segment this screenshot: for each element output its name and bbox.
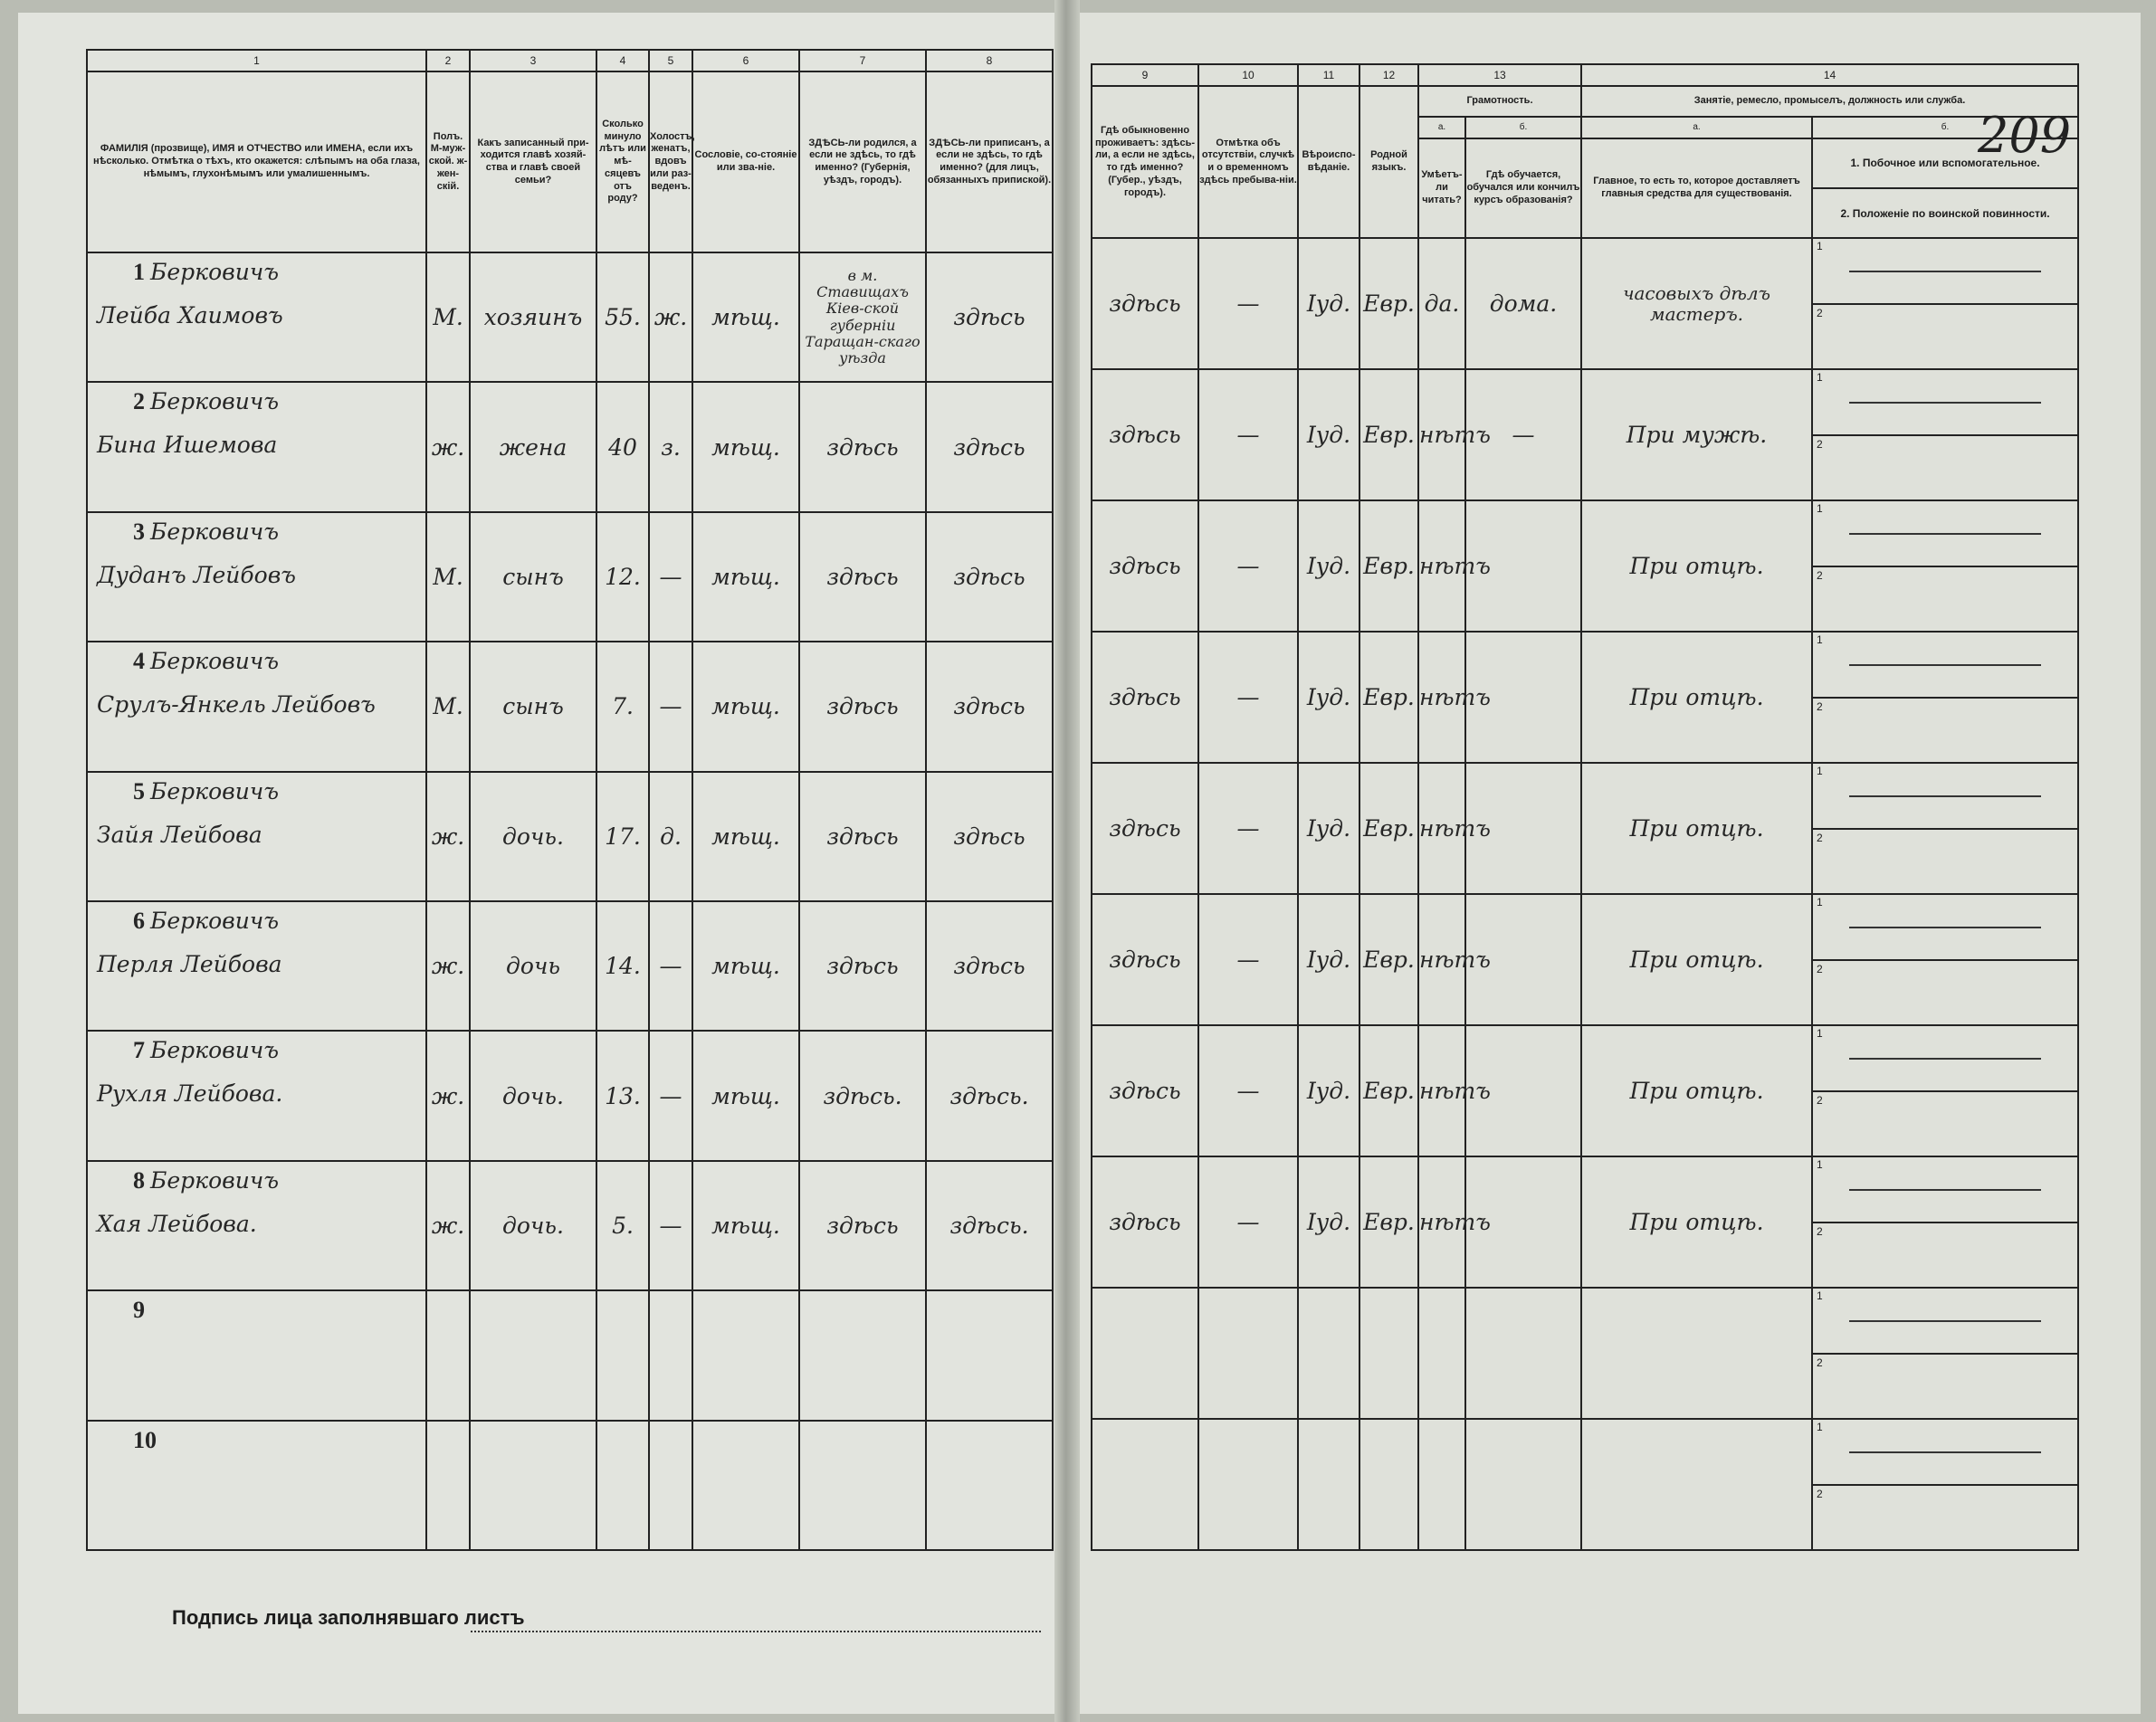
person-row: [1092, 632, 2078, 763]
header-estate: Сословіе, со-стояніе или зва-ніе.: [692, 71, 799, 252]
absence-cell: —: [1198, 1025, 1298, 1156]
sub-row-2-label: 2: [1817, 1487, 1823, 1500]
absence-cell: —: [1198, 763, 1298, 894]
sub-row-1-label: 1: [1817, 371, 1823, 384]
residence-cell: здѣсь: [1092, 1156, 1198, 1288]
person-row: [1092, 1288, 2078, 1419]
col-4-number: 4: [596, 50, 649, 71]
name-cell: [87, 382, 426, 511]
relation-cell: [470, 1290, 596, 1420]
relation-cell: дочь.: [470, 1161, 596, 1290]
occupation-cell: [1581, 1288, 1812, 1419]
col-14-number: 14: [1581, 64, 2078, 86]
person-row: [87, 382, 1053, 511]
marital-cell: д.: [649, 772, 692, 901]
given-name: Хая Лейбова.: [97, 1210, 257, 1237]
name-cell: [87, 512, 426, 642]
religion-cell: Іуд.: [1298, 369, 1359, 500]
surname: Берковичъ: [150, 648, 280, 675]
literate-cell: да.: [1418, 238, 1465, 369]
row-number: 4: [133, 648, 145, 675]
col-1-number: 1: [87, 50, 426, 71]
absence-cell: [1198, 1288, 1298, 1419]
registered-cell: [926, 1290, 1053, 1420]
col-10-number: 10: [1198, 64, 1298, 86]
occupation-cell: часовыхъ дѣлъ мастеръ.: [1581, 238, 1812, 369]
education-cell: —: [1465, 369, 1581, 500]
absence-cell: —: [1198, 369, 1298, 500]
person-row: [87, 1161, 1053, 1290]
blank-dash: [1849, 795, 2041, 797]
row-number: 7: [133, 1037, 145, 1064]
language-cell: Евр.: [1359, 894, 1418, 1025]
sub-row-1-label: 1: [1817, 1289, 1823, 1302]
sub-row-2-label: 2: [1817, 831, 1823, 844]
page-number: 209: [1978, 107, 2072, 164]
surname: Берковичъ: [150, 1037, 280, 1064]
person-row: [87, 901, 1053, 1031]
sub-row-1-label: 1: [1817, 896, 1823, 909]
col-12-number: 12: [1359, 64, 1418, 86]
estate-cell: мѣщ.: [692, 382, 799, 511]
sex-cell: М.: [426, 252, 470, 382]
marital-cell: [649, 1290, 692, 1420]
occupation-cell: При отцѣ.: [1581, 1025, 1812, 1156]
blank-dash: [1849, 927, 2041, 928]
secondary-occupation-cell: [1812, 500, 2078, 632]
book-gutter: [1054, 0, 1080, 1722]
birthplace-cell: [799, 1290, 926, 1420]
header-marital: Холостъ, женатъ, вдовъ или раз-веденъ.: [649, 71, 692, 252]
sub-row-1-label: 1: [1817, 1027, 1823, 1040]
religion-cell: Іуд.: [1298, 763, 1359, 894]
header-birthplace: ЗДѢСЬ-ли родился, а если не здѣсь, то гдѣ именно? (Губернія, уѣздъ, городъ).: [799, 71, 926, 252]
row-number: 8: [133, 1166, 145, 1194]
col-8-number: 8: [926, 50, 1053, 71]
registered-cell: здѣсь: [926, 642, 1053, 771]
absence-cell: —: [1198, 238, 1298, 369]
relation-cell: хозяинъ: [470, 252, 596, 382]
birthplace-cell: здѣсь: [799, 382, 926, 511]
person-row: [1092, 369, 2078, 500]
sub-row-2-label: 2: [1817, 568, 1823, 582]
secondary-occupation-cell: [1812, 763, 2078, 894]
surname: Берковичъ: [150, 777, 280, 804]
literate-cell: [1418, 1288, 1465, 1419]
person-row: [87, 1290, 1053, 1420]
header-literacy-a: а.: [1418, 117, 1465, 138]
header-secondary-1: 1. Побочное или вспомогательное.: [1813, 138, 2077, 189]
header-residence: Гдѣ обыкновенно проживаетъ: здѣсь-ли, а если не здѣсь, то гдѣ именно? (Губер., уѣздъ, городъ).: [1092, 86, 1198, 238]
age-cell: 13.: [596, 1031, 649, 1160]
blank-dash: [1849, 1058, 2041, 1060]
person-row: [87, 512, 1053, 642]
relation-cell: жена: [470, 382, 596, 511]
given-name: Зайя Лейбова: [97, 821, 262, 848]
col-13-number: 13: [1418, 64, 1581, 86]
sex-cell: ж.: [426, 1161, 470, 1290]
residence-cell: здѣсь: [1092, 763, 1198, 894]
person-row: [87, 252, 1053, 382]
col-9-number: 9: [1092, 64, 1198, 86]
secondary-occupation-cell: [1812, 894, 2078, 1025]
absence-cell: —: [1198, 894, 1298, 1025]
age-cell: 5.: [596, 1161, 649, 1290]
sex-cell: М.: [426, 642, 470, 771]
birthplace-cell: здѣсь: [799, 512, 926, 642]
secondary-occupation-cell: [1812, 1419, 2078, 1550]
sub-row-1-label: 1: [1817, 502, 1823, 515]
header-main-occupation: Главное, то есть то, которое доставляетъ главныя средства для существованія.: [1581, 138, 1812, 238]
given-name: Дуданъ Лейбовъ: [97, 561, 296, 588]
residence-cell: [1092, 1419, 1198, 1550]
residence-cell: здѣсь: [1092, 1025, 1198, 1156]
blank-dash: [1849, 402, 2041, 404]
sex-cell: М.: [426, 512, 470, 642]
estate-cell: мѣщ.: [692, 1161, 799, 1290]
age-cell: 14.: [596, 901, 649, 1031]
header-occupation-group: Занятіе, ремесло, промыселъ, должность или служба.: [1581, 86, 2078, 117]
birthplace-cell: здѣсь: [799, 901, 926, 1031]
absence-cell: —: [1198, 500, 1298, 632]
language-cell: Евр.: [1359, 632, 1418, 763]
estate-cell: мѣщ.: [692, 512, 799, 642]
col-2-number: 2: [426, 50, 470, 71]
registered-cell: здѣсь: [926, 512, 1053, 642]
marital-cell: з.: [649, 382, 692, 511]
header-absence: Отмѣтка объ отсутствіи, случкѣ и о временномъ здѣсь пребыва-ніи.: [1198, 86, 1298, 238]
age-cell: [596, 1421, 649, 1550]
language-cell: Евр.: [1359, 500, 1418, 632]
header-name: ФАМИЛІЯ (прозвище), ИМЯ и ОТЧЕСТВО или ИМЕНА, если ихъ нѣсколько. Отмѣтка о тѣхъ, кто окажется: слѣпымъ на оба глаза, нѣмымъ, глухонѣмымъ или умалишеннымъ.: [87, 71, 426, 252]
registered-cell: здѣсь: [926, 901, 1053, 1031]
name-cell: [87, 1421, 426, 1550]
person-row: [1092, 1419, 2078, 1550]
registered-cell: здѣсь: [926, 252, 1053, 382]
sex-cell: [426, 1421, 470, 1550]
literate-cell: нѣтъ: [1418, 763, 1465, 894]
row-number: 6: [133, 907, 145, 934]
language-cell: Евр.: [1359, 763, 1418, 894]
residence-cell: здѣсь: [1092, 632, 1198, 763]
blank-dash: [1849, 1320, 2041, 1322]
header-registered: ЗДѢСЬ-ли приписанъ, а если не здѣсь, то гдѣ именно? (для лицъ, обязанныхъ припиской).: [926, 71, 1053, 252]
sex-cell: ж.: [426, 1031, 470, 1160]
given-name: Рухля Лейбова.: [97, 1080, 283, 1108]
secondary-occupation-cell: [1812, 1156, 2078, 1288]
literate-cell: [1418, 1419, 1465, 1550]
relation-cell: дочь.: [470, 1031, 596, 1160]
marital-cell: —: [649, 642, 692, 771]
given-name: Лейба Хаимовъ: [97, 302, 283, 328]
religion-cell: Іуд.: [1298, 500, 1359, 632]
row-number: 2: [133, 388, 145, 415]
marital-cell: —: [649, 1031, 692, 1160]
registered-cell: здѣсь.: [926, 1161, 1053, 1290]
name-cell: [87, 901, 426, 1031]
name-cell: [87, 1161, 426, 1290]
sub-row-1-label: 1: [1817, 765, 1823, 777]
col-5-number: 5: [649, 50, 692, 71]
occupation-cell: При отцѣ.: [1581, 894, 1812, 1025]
sex-cell: ж.: [426, 772, 470, 901]
relation-cell: дочь: [470, 901, 596, 1031]
religion-cell: Іуд.: [1298, 894, 1359, 1025]
absence-cell: —: [1198, 632, 1298, 763]
sub-row-1-label: 1: [1817, 240, 1823, 252]
literate-cell: нѣтъ: [1418, 1025, 1465, 1156]
religion-cell: Іуд.: [1298, 238, 1359, 369]
marital-cell: ж.: [649, 252, 692, 382]
estate-cell: мѣщ.: [692, 252, 799, 382]
blank-dash: [1849, 1451, 2041, 1453]
estate-cell: мѣщ.: [692, 772, 799, 901]
blank-dash: [1849, 533, 2041, 535]
header-religion: Вѣроиспо-вѣданіе.: [1298, 86, 1359, 238]
marital-cell: [649, 1421, 692, 1550]
row-number: 9: [133, 1297, 145, 1324]
header-language: Родной языкъ.: [1359, 86, 1418, 238]
surname: Берковичъ: [150, 259, 280, 285]
person-row: [1092, 238, 2078, 369]
blank-dash: [1849, 271, 2041, 272]
estate-cell: мѣщ.: [692, 642, 799, 771]
estate-cell: мѣщ.: [692, 1031, 799, 1160]
residence-cell: здѣсь: [1092, 238, 1198, 369]
occupation-cell: При мужѣ.: [1581, 369, 1812, 500]
header-sex: Полъ. М-муж-ской. ж-жен-скій.: [426, 71, 470, 252]
person-row: [87, 642, 1053, 771]
name-cell: [87, 1031, 426, 1160]
relation-cell: сынъ: [470, 642, 596, 771]
name-cell: [87, 252, 426, 382]
occupation-cell: [1581, 1419, 1812, 1550]
name-cell: [87, 642, 426, 771]
registered-cell: [926, 1421, 1053, 1550]
language-cell: Евр.: [1359, 369, 1418, 500]
language-cell: [1359, 1288, 1418, 1419]
education-cell: [1465, 1419, 1581, 1550]
language-cell: Евр.: [1359, 1156, 1418, 1288]
col-11-number: 11: [1298, 64, 1359, 86]
language-cell: Евр.: [1359, 238, 1418, 369]
header-relation: Какъ записанный при-ходится главѣ хозяй-ства и главѣ своей семьи?: [470, 71, 596, 252]
marital-cell: —: [649, 512, 692, 642]
absence-cell: [1198, 1419, 1298, 1550]
blank-dash: [1849, 664, 2041, 666]
age-cell: 17.: [596, 772, 649, 901]
estate-cell: [692, 1290, 799, 1420]
surname: Берковичъ: [150, 1166, 280, 1194]
estate-cell: [692, 1421, 799, 1550]
literate-cell: нѣтъ: [1418, 632, 1465, 763]
age-cell: 40: [596, 382, 649, 511]
person-row: [87, 772, 1053, 901]
sub-row-2-label: 2: [1817, 1356, 1823, 1369]
blank-dash: [1849, 1189, 2041, 1191]
age-cell: 12.: [596, 512, 649, 642]
estate-cell: мѣщ.: [692, 901, 799, 1031]
col-7-number: 7: [799, 50, 926, 71]
residence-cell: здѣсь: [1092, 500, 1198, 632]
age-cell: [596, 1290, 649, 1420]
person-row: [87, 1421, 1053, 1550]
col-6-number: 6: [692, 50, 799, 71]
registered-cell: здѣсь: [926, 382, 1053, 511]
marital-cell: —: [649, 1161, 692, 1290]
header-literacy-b: б.: [1465, 117, 1581, 138]
religion-cell: Іуд.: [1298, 1025, 1359, 1156]
residence-cell: [1092, 1288, 1198, 1419]
occupation-cell: При отцѣ.: [1581, 500, 1812, 632]
sex-cell: ж.: [426, 382, 470, 511]
row-number: 10: [133, 1426, 157, 1453]
birthplace-cell: здѣсь: [799, 772, 926, 901]
surname: Берковичъ: [150, 907, 280, 934]
sub-row-2-label: 2: [1817, 699, 1823, 713]
literate-cell: нѣтъ: [1418, 1156, 1465, 1288]
age-cell: 55.: [596, 252, 649, 382]
sub-row-2-label: 2: [1817, 962, 1823, 975]
language-cell: [1359, 1419, 1418, 1550]
signature-line: [471, 1631, 1041, 1632]
row-number: 5: [133, 777, 145, 804]
signature-label: Подпись лица заполнявшаго листъ: [172, 1606, 525, 1629]
birthplace-cell: здѣсь: [799, 642, 926, 771]
absence-cell: —: [1198, 1156, 1298, 1288]
religion-cell: Іуд.: [1298, 632, 1359, 763]
relation-cell: [470, 1421, 596, 1550]
sex-cell: [426, 1290, 470, 1420]
literate-cell: нѣтъ: [1418, 894, 1465, 1025]
age-cell: 7.: [596, 642, 649, 771]
secondary-occupation-cell: [1812, 1025, 2078, 1156]
header-can-read: Умѣетъ-ли читать?: [1418, 138, 1465, 238]
header-occupation-a: а.: [1581, 117, 1812, 138]
given-name: Перля Лейбова: [97, 950, 282, 977]
birthplace-cell: здѣсь: [799, 1161, 926, 1290]
sub-row-2-label: 2: [1817, 1093, 1823, 1107]
secondary-occupation-cell: [1812, 1288, 2078, 1419]
row-number: 3: [133, 518, 145, 545]
religion-cell: [1298, 1288, 1359, 1419]
religion-cell: Іуд.: [1298, 1156, 1359, 1288]
birthplace-cell: в м. Ставищахъ Кіев-ской губерніи Таращан-скаго уѣзда: [799, 252, 926, 382]
surname: Берковичъ: [150, 388, 280, 415]
person-row: [1092, 1156, 2078, 1288]
census-table-left: [86, 49, 1054, 1551]
occupation-cell: При отцѣ.: [1581, 1156, 1812, 1288]
education-cell: дома.: [1465, 238, 1581, 369]
education-cell: [1465, 1288, 1581, 1419]
header-military-status: 2. Положеніе по воинской повинности.: [1840, 206, 2050, 220]
registered-cell: здѣсь: [926, 772, 1053, 901]
surname: Берковичъ: [150, 518, 280, 545]
person-row: [87, 1031, 1053, 1160]
secondary-occupation-cell: [1812, 238, 2078, 369]
given-name: Бина Ишемова: [97, 432, 278, 459]
literate-cell: нѣтъ: [1418, 369, 1465, 500]
sub-row-1-label: 1: [1817, 633, 1823, 646]
language-cell: Евр.: [1359, 1025, 1418, 1156]
name-cell: [87, 772, 426, 901]
residence-cell: здѣсь: [1092, 894, 1198, 1025]
relation-cell: дочь.: [470, 772, 596, 901]
registered-cell: здѣсь.: [926, 1031, 1053, 1160]
secondary-occupation-cell: [1812, 369, 2078, 500]
header-occupation-b: б.: [1812, 117, 2078, 138]
sub-row-1-label: 1: [1817, 1421, 1823, 1433]
person-row: [1092, 1025, 2078, 1156]
sub-row-2-label: 2: [1817, 437, 1823, 451]
occupation-cell: При отцѣ.: [1581, 632, 1812, 763]
row-number: 1: [133, 259, 145, 285]
sub-row-2-label: 2: [1817, 306, 1823, 319]
given-name: Срулъ-Янкель Лейбовъ: [97, 691, 376, 718]
relation-cell: сынъ: [470, 512, 596, 642]
birthplace-cell: здѣсь.: [799, 1031, 926, 1160]
census-table-right: [1091, 63, 2079, 1551]
person-row: [1092, 894, 2078, 1025]
occupation-cell: При отцѣ.: [1581, 763, 1812, 894]
birthplace-cell: [799, 1421, 926, 1550]
col-3-number: 3: [470, 50, 596, 71]
literate-cell: нѣтъ: [1418, 500, 1465, 632]
residence-cell: здѣсь: [1092, 369, 1198, 500]
sub-row-1-label: 1: [1817, 1158, 1823, 1171]
header-education: Гдѣ обучается, обучался или кончилъ курсъ образованія?: [1465, 138, 1581, 238]
marital-cell: —: [649, 901, 692, 1031]
secondary-occupation-cell: [1812, 632, 2078, 763]
header-age: Сколько минуло лѣтъ или мѣ-сяцевъ отъ роду?: [596, 71, 649, 252]
sex-cell: ж.: [426, 901, 470, 1031]
sub-row-2-label: 2: [1817, 1224, 1823, 1238]
header-literacy-group: Грамотность.: [1418, 86, 1581, 117]
name-cell: [87, 1290, 426, 1420]
person-row: [1092, 500, 2078, 632]
person-row: [1092, 763, 2078, 894]
religion-cell: [1298, 1419, 1359, 1550]
